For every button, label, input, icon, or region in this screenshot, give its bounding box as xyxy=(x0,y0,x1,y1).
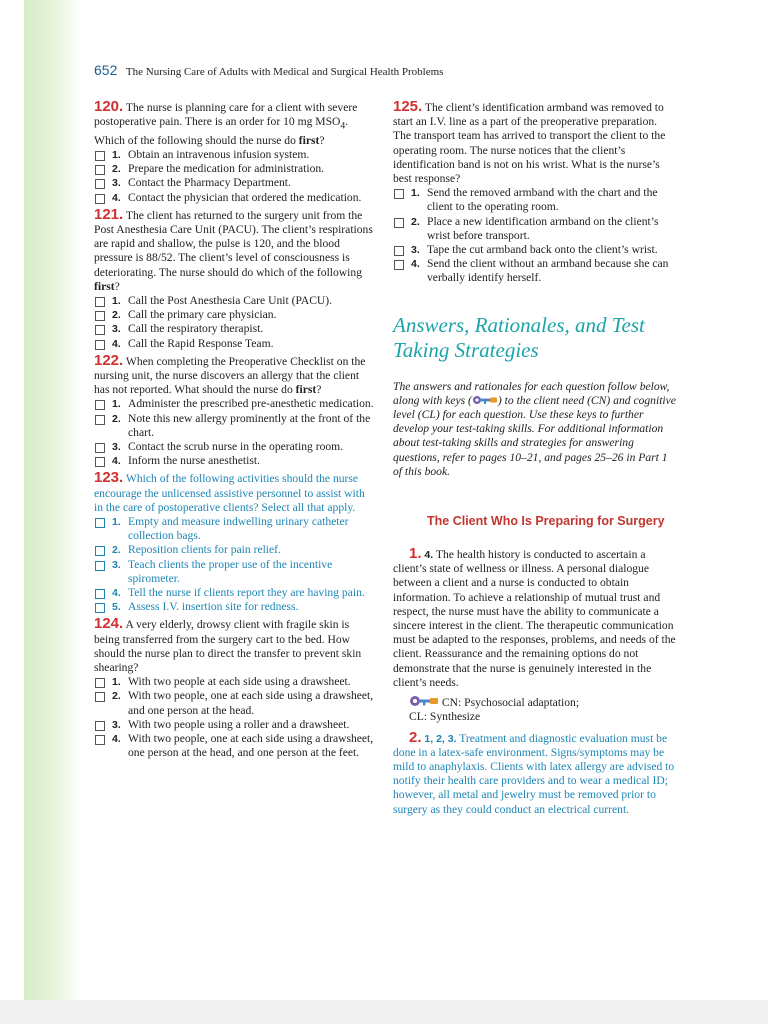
answer-option[interactable] xyxy=(94,454,376,468)
question-mark: ? xyxy=(114,279,120,293)
option-text: Tape the cut armband back onto the client’s wrist. xyxy=(427,243,658,257)
question-number: 120. xyxy=(94,98,124,115)
option-number: 2. xyxy=(112,690,121,703)
option-text: Inform the nurse anesthetist. xyxy=(128,454,261,468)
answer-option[interactable] xyxy=(94,294,376,308)
answer-option[interactable] xyxy=(94,515,376,543)
option-number: 1. xyxy=(112,398,121,411)
question-stem-cont: . Which of the following should the nurse do xyxy=(94,115,349,147)
checkbox-icon[interactable] xyxy=(95,561,105,571)
option-text: Call the primary care physician. xyxy=(128,308,277,322)
answer-number: 1. xyxy=(409,545,422,563)
checkbox-icon[interactable] xyxy=(95,735,105,745)
right-column xyxy=(393,100,677,821)
option-text: Contact the scrub nurse in the operating room. xyxy=(128,439,344,453)
answer-option[interactable] xyxy=(94,689,376,717)
option-text: Note this new allergy prominently at the front of the chart. xyxy=(128,411,371,439)
running-header xyxy=(94,62,443,78)
answer-option[interactable] xyxy=(94,308,376,322)
option-number: 3. xyxy=(112,323,121,336)
option-list xyxy=(94,675,376,760)
option-text: With two people, one at each side using a drawsheet, and one person at the head. xyxy=(128,689,374,717)
answer-option[interactable] xyxy=(94,176,376,190)
question-125 xyxy=(393,100,677,286)
option-text: Assess I.V. insertion site for redness. xyxy=(128,600,299,614)
option-text: With two people at each side using a drawsheet. xyxy=(128,675,351,689)
answer-2 xyxy=(393,728,677,817)
answer-option[interactable] xyxy=(94,718,376,732)
question-121 xyxy=(94,205,376,351)
left-column xyxy=(94,100,376,763)
option-text: Contact the Pharmacy Department. xyxy=(128,176,291,190)
question-mark: ? xyxy=(316,383,322,397)
answer-option[interactable] xyxy=(94,543,376,557)
classification-row xyxy=(393,694,677,724)
option-text: With two people using a roller and a drawsheet. xyxy=(128,717,350,731)
option-number: 4. xyxy=(112,191,121,204)
checkbox-icon[interactable] xyxy=(95,415,105,425)
answer-option[interactable] xyxy=(94,675,376,689)
checkbox-icon[interactable] xyxy=(95,457,105,467)
checkbox-icon[interactable] xyxy=(394,218,404,228)
key-icon xyxy=(472,394,498,406)
option-number: 1. xyxy=(112,294,121,307)
answer-option[interactable] xyxy=(393,215,677,243)
checkbox-icon[interactable] xyxy=(394,260,404,270)
option-number: 2. xyxy=(112,163,121,176)
running-title: The Nursing Care of Adults with Medical and Surgical Health Problems xyxy=(125,66,444,78)
answer-option[interactable] xyxy=(94,440,376,454)
question-120 xyxy=(94,100,376,205)
subscript: 4 xyxy=(340,120,346,132)
checkbox-icon[interactable] xyxy=(95,297,105,307)
checkbox-icon[interactable] xyxy=(95,179,105,189)
question-number: 123. xyxy=(94,469,124,487)
client-need: CN: Psychosocial adaptation; xyxy=(441,696,580,710)
checkbox-icon[interactable] xyxy=(95,165,105,175)
checkbox-icon[interactable] xyxy=(95,692,105,702)
checkbox-icon[interactable] xyxy=(95,678,105,688)
option-text: Send the removed armband with the chart and the client to the operating room. xyxy=(427,186,658,214)
question-stem: The client’s identification armband was removed to start an I.V. line as a part of the preoperative preparation. The transport team has arrived to transport the client to the operating room. The nurse notices that the client’s identification band is not on his wrist. What is the nurse’s best response? xyxy=(393,101,666,186)
question-number: 125. xyxy=(393,98,423,115)
rationale-text: Treatment and diagnostic evaluation must be done in a latex-safe environment. Signs/symptoms may be mild to anaphylaxis. Clients with latex allergy are advised to notify their health care providers and to wear a medical ID; however, all metal and jewelry must be removed prior to surgery as they could conduct an electrical current. xyxy=(393,731,675,816)
option-number: 1. xyxy=(112,516,121,528)
option-number: 4. xyxy=(112,455,121,468)
question-number: 121. xyxy=(94,205,124,223)
answer-option[interactable] xyxy=(94,600,376,614)
option-text: Contact the physician that ordered the medication. xyxy=(128,190,362,204)
option-number: 4. xyxy=(411,258,420,271)
option-list xyxy=(94,294,376,351)
question-stem: Which of the following activities should the nurse encourage the unlicensed assistive personnel to assist with in the care of postoperative clients? Select all that apply. xyxy=(94,472,365,514)
subsection-title: The Client Who Is Preparing for Surgery xyxy=(427,514,665,529)
margin-color-band xyxy=(24,0,82,1000)
option-number: 3. xyxy=(112,558,121,571)
option-number: 1. xyxy=(112,676,121,689)
option-text: Reposition clients for pain relief. xyxy=(128,543,281,557)
checkbox-icon[interactable] xyxy=(95,340,105,350)
option-text: Place a new identification armband on the client’s wrist before transport. xyxy=(427,214,659,242)
answer-option[interactable] xyxy=(393,257,677,285)
emphasis: first xyxy=(94,279,115,293)
checkbox-icon[interactable] xyxy=(394,246,404,256)
answer-1 xyxy=(393,547,677,690)
emphasis: first xyxy=(295,383,317,397)
option-text: Call the Post Anesthesia Care Unit (PACU). xyxy=(128,293,333,307)
option-text: Prepare the medication for administration. xyxy=(128,162,325,176)
emphasis: first xyxy=(298,133,320,147)
question-stem: A very elderly, drowsy client with fragile skin is being transferred from the surgery cart to the bed. How should the nurse plan to direct the transfer to prevent skin shearing? xyxy=(94,618,362,675)
answer-option[interactable] xyxy=(94,322,376,336)
option-number: 5. xyxy=(112,601,121,614)
answer-key: 4. xyxy=(424,549,434,562)
question-number: 124. xyxy=(94,615,124,633)
option-number: 2. xyxy=(112,309,121,322)
answer-option[interactable] xyxy=(94,586,376,600)
option-text: Send the client without an armband because she can verbally identify herself. xyxy=(427,257,669,285)
answer-option[interactable] xyxy=(393,186,677,214)
option-text: Call the Rapid Response Team. xyxy=(128,336,274,350)
option-number: 3. xyxy=(112,718,121,731)
option-number: 4. xyxy=(112,587,121,600)
section-title: Answers, Rationales, and Test Taking Strategies xyxy=(393,312,645,362)
option-list xyxy=(94,515,376,614)
question-stem: The nurse is planning care for a client with severe postoperative pain. There is an order for 10 mg MSO xyxy=(94,101,358,129)
checkbox-icon[interactable] xyxy=(95,721,105,731)
option-text: Administer the prescribed pre-anesthetic medication. xyxy=(128,397,374,411)
option-text: Teach clients the proper use of the incentive spirometer. xyxy=(128,557,333,585)
option-number: 1. xyxy=(112,148,121,161)
question-stem: When completing the Preoperative Checklist on the nursing unit, the nurse discovers an allergy that the client has not reported. What should the nurse do xyxy=(94,354,366,397)
option-list xyxy=(393,186,677,285)
checkbox-icon[interactable] xyxy=(95,400,105,410)
answer-key: 1, 2, 3. xyxy=(424,732,457,745)
checkbox-icon[interactable] xyxy=(95,603,105,613)
option-number: 4. xyxy=(112,337,121,350)
cognitive-level: CL: Synthesize xyxy=(409,710,481,724)
checkbox-icon[interactable] xyxy=(95,325,105,335)
question-123 xyxy=(94,471,376,614)
checkbox-icon[interactable] xyxy=(95,443,105,453)
option-text: Obtain an intravenous infusion system. xyxy=(128,147,310,161)
option-list xyxy=(94,397,376,468)
question-stem: The client has returned to the surgery unit from the Post Anesthesia Care Unit (PACU). The client’s respirations are rapid and shallow, the pulse is 120, and the blood pressure is 88/52. The client’s level of consciousness is deteriorating. The nurse should do which of the following xyxy=(94,208,373,279)
intro-text-cont: ) to the client need (CN) and cognitive level (CL) for each question. Use these keys to further develop your test-taking skills. For additional information about test-taking skills and strategies for answering questions, refer to pages 10–21, and pages 25–26 in Part 1 of this book. xyxy=(393,393,676,478)
answer-option[interactable] xyxy=(94,558,376,586)
question-124 xyxy=(94,617,376,760)
option-list xyxy=(94,148,376,205)
checkbox-icon[interactable] xyxy=(95,546,105,556)
option-number: 2. xyxy=(112,544,121,557)
section-intro xyxy=(393,380,677,479)
answer-option[interactable] xyxy=(94,732,376,760)
checkbox-icon[interactable] xyxy=(95,518,105,528)
question-mark: ? xyxy=(319,133,325,147)
checkbox-icon[interactable] xyxy=(95,589,105,599)
question-number: 122. xyxy=(94,351,124,369)
question-122 xyxy=(94,351,376,469)
checkbox-icon[interactable] xyxy=(95,311,105,321)
option-number: 2. xyxy=(112,412,121,425)
option-number: 2. xyxy=(411,215,420,228)
answer-option[interactable] xyxy=(94,337,376,351)
option-number: 3. xyxy=(112,177,121,190)
option-text: Tell the nurse if clients report they are having pain. xyxy=(128,586,365,600)
option-number: 3. xyxy=(411,244,420,257)
checkbox-icon[interactable] xyxy=(394,189,404,199)
page-number: 652 xyxy=(94,62,118,78)
option-text: With two people, one at each side using a drawsheet, one person at the head, and one person at the feet. xyxy=(128,732,374,760)
answer-option[interactable] xyxy=(393,243,677,257)
option-number: 3. xyxy=(112,440,121,453)
checkbox-icon[interactable] xyxy=(95,151,105,161)
rationale-text: The health history is conducted to ascertain a client’s state of wellness or illness. A personal dialogue between a client and a nurse is conducted to obtain information. To achieve a relationship of mutual trust and respect, the nurse must have the ability to communicate a sincere interest in the client. The therapeutic communication must be adapted to the responses, problems, and needs of the client. Reassurance and the remaining options do not demonstrate that the nurse is genuinely interested in the client’s needs. xyxy=(393,548,676,689)
option-number: 4. xyxy=(112,733,121,746)
intro-text: The answers and rationales for each question follow below, along with keys ( xyxy=(393,379,670,407)
key-icon xyxy=(409,694,439,708)
answer-option[interactable] xyxy=(94,191,376,205)
answer-option[interactable] xyxy=(94,397,376,411)
answer-option[interactable] xyxy=(94,162,376,176)
answer-option[interactable] xyxy=(94,148,376,162)
option-text: Call the respiratory therapist. xyxy=(128,322,264,336)
checkbox-icon[interactable] xyxy=(95,194,105,204)
option-number: 1. xyxy=(411,187,420,200)
answer-number: 2. xyxy=(409,728,422,746)
answer-option[interactable] xyxy=(94,412,376,440)
option-text: Empty and measure indwelling urinary catheter collection bags. xyxy=(128,515,349,543)
